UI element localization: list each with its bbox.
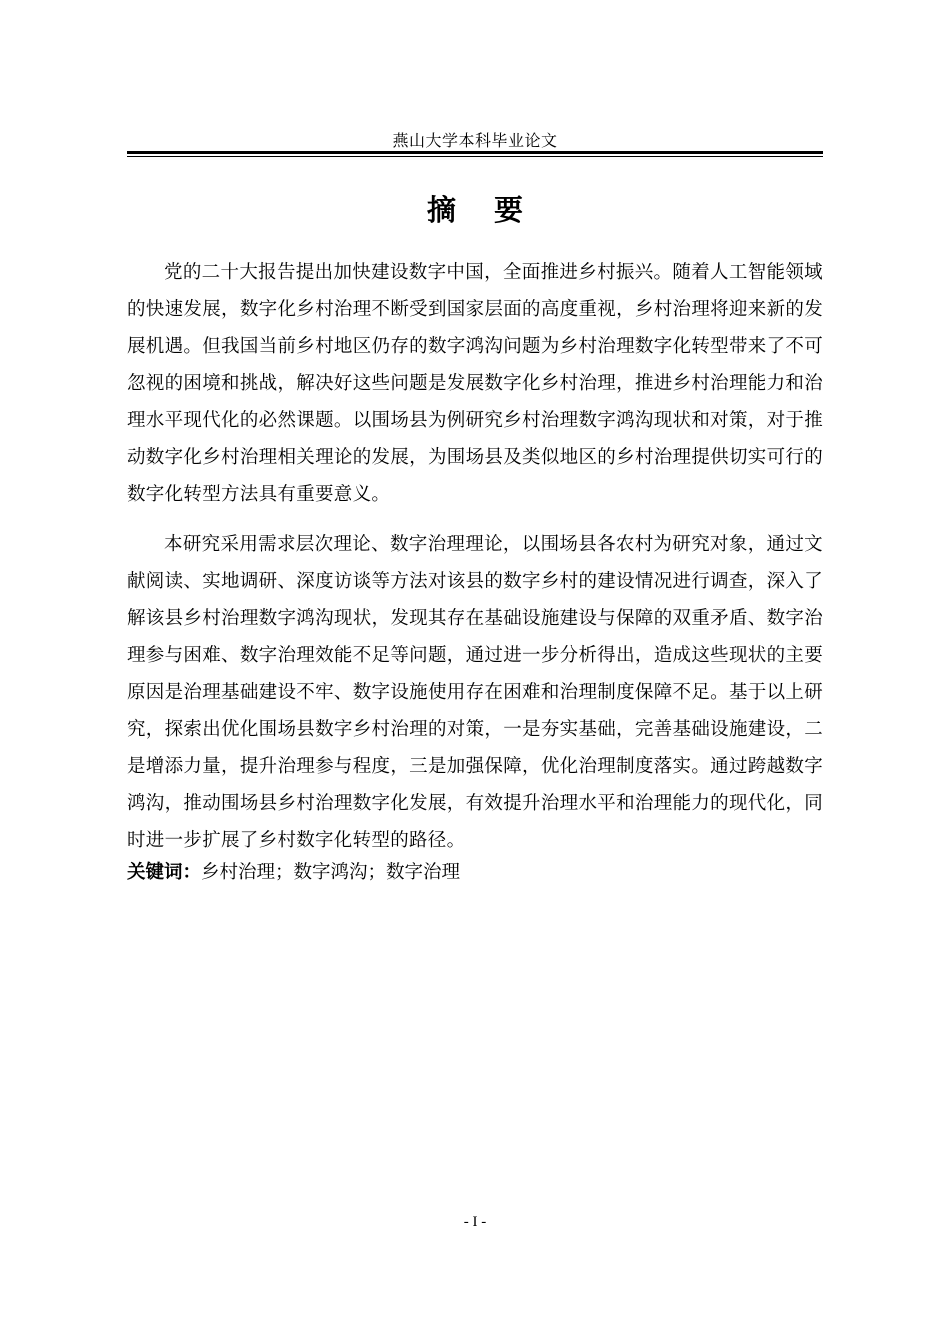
header-rule-thin (127, 156, 823, 157)
running-header: 燕山大学本科毕业论文 (392, 131, 558, 150)
page-number: - I - (463, 1214, 487, 1230)
header-rule-thick (127, 151, 823, 154)
abstract-body (127, 254, 823, 872)
abstract-paragraph-1: 党的二十大报告提出加快建设数字中国，全面推进乡村振兴。随着人工智能领域的快速发展，数字化乡村治理不断受到国家层面的高度重视，乡村治理将迎来新的发展机遇。但我国当前乡村地区仍存的数字鸿沟问题为乡村治理数字化转型带来了不可忽视的困境和挑战，解决好这些问题是发展数字化乡村治理，推进乡村治理能力和治理水平现代化的必然课题。以围场县为例研究乡村治理数字鸿沟现状和对策，对于推动数字化乡村治理相关理论的发展，为围场县及类似地区的乡村治理提供切实可行的数字化转型方法具有重要意义。 (127, 262, 823, 505)
abstract-title: 摘 要 (426, 193, 538, 227)
keywords-label: 关键词： (127, 862, 202, 883)
keywords-line (127, 857, 823, 889)
abstract-paragraph-2: 本研究采用需求层次理论、数字治理理论，以围场县各农村为研究对象，通过文献阅读、实地调研、深度访谈等方法对该县的数字乡村的建设情况进行调查，深入了解该县乡村治理数字鸿沟现状，发现其存在基础设施建设与保障的双重矛盾、数字治理参与困难、数字治理效能不足等问题，通过进一步分析得出，造成这些现状的主要原因是治理基础建设不牢、数字设施使用存在困难和治理制度保障不足。基于以上研究，探索出优化围场县数字乡村治理的对策，一是夯实基础，完善基础设施建设，二是增添力量，提升治理参与程度，三是加强保障，优化治理制度落实。通过跨越数字鸿沟，推动围场县乡村治理数字化发展，有效提升治理水平和治理能力的现代化，同时进一步扩展了乡村数字化转型的路径。 (127, 534, 823, 851)
keywords-values: 乡村治理；数字鸿沟；数字治理 (201, 862, 461, 883)
